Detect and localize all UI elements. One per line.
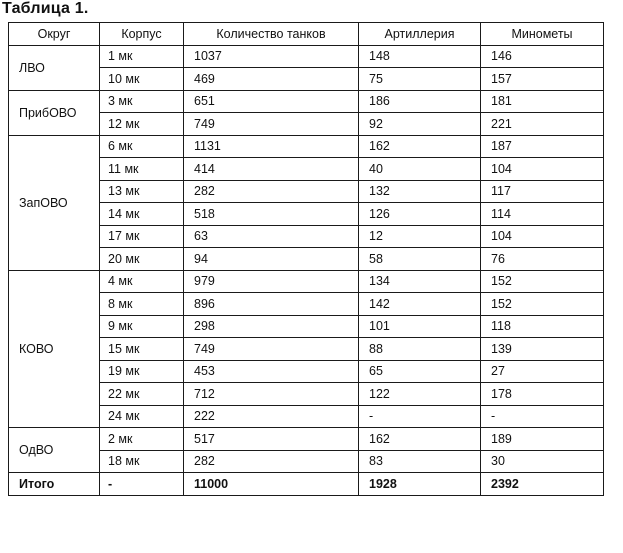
corps-cell: 9 мк (100, 315, 184, 338)
tanks-cell: 414 (184, 158, 359, 181)
mortars-cell: 118 (481, 315, 604, 338)
tanks-cell: 1037 (184, 45, 359, 68)
header-district: Округ (9, 23, 100, 46)
corps-cell: 12 мк (100, 113, 184, 136)
mortars-cell: 139 (481, 338, 604, 361)
table-row (9, 90, 604, 113)
header-mortars: Минометы (481, 23, 604, 46)
tanks-cell: 896 (184, 293, 359, 316)
corps-cell: 4 мк (100, 270, 184, 293)
mortars-cell: 189 (481, 428, 604, 451)
total-row (9, 473, 604, 496)
tanks-cell: 1131 (184, 135, 359, 158)
district-cell: ЗапОВО (9, 135, 100, 270)
tanks-cell: 651 (184, 90, 359, 113)
mortars-cell: 157 (481, 68, 604, 91)
header-tanks: Количество танков (184, 23, 359, 46)
total-mortars: 2392 (481, 473, 604, 496)
artillery-cell: 88 (359, 338, 481, 361)
mortars-cell: 27 (481, 360, 604, 383)
mortars-cell: 104 (481, 225, 604, 248)
artillery-cell: 122 (359, 383, 481, 406)
table-row (9, 135, 604, 158)
corps-cell: 6 мк (100, 135, 184, 158)
corps-cell: 3 мк (100, 90, 184, 113)
header-row (9, 23, 604, 46)
table-row (9, 45, 604, 68)
artillery-cell: 162 (359, 428, 481, 451)
tanks-cell: 282 (184, 180, 359, 203)
corps-cell: 14 мк (100, 203, 184, 226)
tanks-cell: 517 (184, 428, 359, 451)
tanks-cell: 712 (184, 383, 359, 406)
tanks-cell: 94 (184, 248, 359, 271)
mortars-cell: 117 (481, 180, 604, 203)
header-corps: Корпус (100, 23, 184, 46)
tanks-cell: 749 (184, 338, 359, 361)
district-cell: ПрибОВО (9, 90, 100, 135)
mortars-cell: 152 (481, 293, 604, 316)
corps-cell: 1 мк (100, 45, 184, 68)
table-body (9, 45, 604, 495)
tanks-cell: 469 (184, 68, 359, 91)
mortars-cell: 221 (481, 113, 604, 136)
mortars-cell: 152 (481, 270, 604, 293)
artillery-cell: 148 (359, 45, 481, 68)
corps-cell: 13 мк (100, 180, 184, 203)
mortars-cell: 146 (481, 45, 604, 68)
tanks-cell: 749 (184, 113, 359, 136)
artillery-cell: 92 (359, 113, 481, 136)
total-tanks: 11000 (184, 473, 359, 496)
artillery-cell: 65 (359, 360, 481, 383)
tanks-cell: 298 (184, 315, 359, 338)
mortars-cell: 187 (481, 135, 604, 158)
table-row (9, 428, 604, 451)
tanks-cell: 979 (184, 270, 359, 293)
artillery-cell: 40 (359, 158, 481, 181)
tanks-cell: 518 (184, 203, 359, 226)
corps-cell: 24 мк (100, 405, 184, 428)
artillery-cell: 83 (359, 450, 481, 473)
artillery-cell: 162 (359, 135, 481, 158)
corps-cell: 11 мк (100, 158, 184, 181)
tank-corps-table (8, 22, 604, 496)
corps-cell: 20 мк (100, 248, 184, 271)
artillery-cell: 186 (359, 90, 481, 113)
artillery-cell: 101 (359, 315, 481, 338)
artillery-cell: 126 (359, 203, 481, 226)
artillery-cell: 142 (359, 293, 481, 316)
mortars-cell: 114 (481, 203, 604, 226)
mortars-cell: 181 (481, 90, 604, 113)
district-cell: ЛВО (9, 45, 100, 90)
district-cell: ОдВО (9, 428, 100, 473)
tanks-cell: 282 (184, 450, 359, 473)
mortars-cell: 30 (481, 450, 604, 473)
artillery-cell: - (359, 405, 481, 428)
artillery-cell: 58 (359, 248, 481, 271)
corps-cell: 22 мк (100, 383, 184, 406)
district-cell: КОВО (9, 270, 100, 428)
table-row (9, 270, 604, 293)
corps-cell: 18 мк (100, 450, 184, 473)
corps-cell: 15 мк (100, 338, 184, 361)
artillery-cell: 132 (359, 180, 481, 203)
corps-cell: 8 мк (100, 293, 184, 316)
mortars-cell: - (481, 405, 604, 428)
tanks-cell: 222 (184, 405, 359, 428)
artillery-cell: 12 (359, 225, 481, 248)
corps-cell: 17 мк (100, 225, 184, 248)
header-artillery: Артиллерия (359, 23, 481, 46)
table-caption: Таблица 1. (2, 0, 89, 17)
artillery-cell: 75 (359, 68, 481, 91)
tanks-cell: 453 (184, 360, 359, 383)
corps-cell: 10 мк (100, 68, 184, 91)
mortars-cell: 76 (481, 248, 604, 271)
corps-cell: 2 мк (100, 428, 184, 451)
corps-cell: 19 мк (100, 360, 184, 383)
total-corps: - (100, 473, 184, 496)
mortars-cell: 178 (481, 383, 604, 406)
total-label: Итого (9, 473, 100, 496)
tanks-cell: 63 (184, 225, 359, 248)
mortars-cell: 104 (481, 158, 604, 181)
artillery-cell: 134 (359, 270, 481, 293)
total-artillery: 1928 (359, 473, 481, 496)
